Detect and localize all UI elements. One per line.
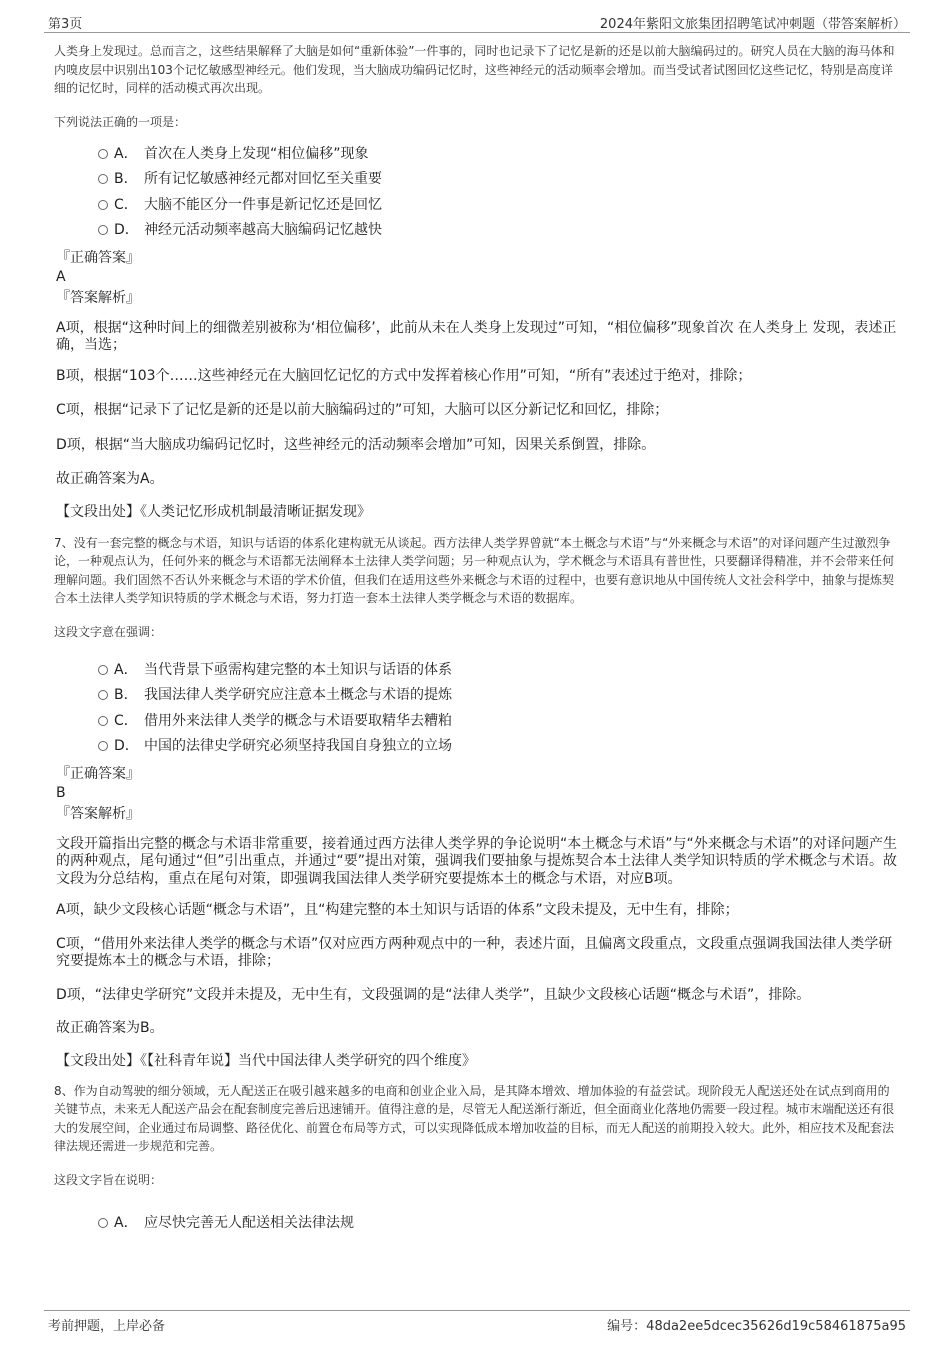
q6-options (54, 142, 900, 244)
page-content (54, 42, 900, 1304)
radio-icon[interactable] (98, 741, 108, 751)
footer-slogan: 考前押题，上岸必备 (48, 1319, 166, 1334)
page-number: 第3页 (48, 17, 83, 32)
q6-option-a[interactable]: A． 首次在人类身上发现“相位偏移”现象 (98, 142, 900, 168)
q7-option-c[interactable]: C． 借用外来法律人类学的概念与术语要取精华去糟粕 (98, 709, 900, 735)
q6-answer: A (56, 268, 66, 285)
q7-analysis-a: A项，缺少文段核心话题“概念与术语”，且“构建完整的本土知识与话语的体系”文段未提及，无中生有，排除； (56, 902, 739, 918)
q6-analysis-tag: 『答案解析』 (56, 289, 140, 306)
q6-answer-tag: 『正确答案』 (56, 249, 140, 266)
q7-option-d[interactable]: D． 中国的法律史学研究必须坚持我国自身独立的立场 (98, 734, 900, 760)
page-footer (44, 1310, 910, 1333)
radio-icon[interactable] (98, 225, 108, 235)
q6-analysis-b: B项，根据“103个……这些神经元在大脑回忆记忆的方式中发挥着核心作用”可知，“所有”表述过于绝对，排除； (56, 367, 752, 384)
q6-conclusion: 故正确答案为A。 (56, 471, 164, 487)
q7-conclusion: 故正确答案为B。 (56, 1020, 164, 1036)
q6-source: 【文段出处】《人类记忆形成机制最清晰证据发现》 (56, 503, 371, 520)
radio-icon[interactable] (98, 665, 108, 675)
page-header (44, 10, 910, 33)
radio-icon[interactable] (98, 149, 108, 159)
radio-icon[interactable] (98, 716, 108, 726)
q7-analysis-c: C项，“借用外来法律人类学的概念与术语”仅对应西方两种观点中的一种，表述片面，且偏离文段重点，文段重点强调我国法律人类学研究要提炼本土的概念与术语，排除； (56, 935, 893, 969)
q8-option-a[interactable]: A． 应尽快完善无人配送相关法律法规 (98, 1211, 900, 1237)
q7-passage: 7、没有一套完整的概念与术语，知识与话语的体系化建构就无从谈起。西方法律人类学界曾就“本土概念与术语”与“外来概念与术语”的对译问题产生过激烈争论，一种观点认为，任何外来的概念与术语都无法阐释本土法律人类学问题；另一种观点认为，学术概念与术语具有普世性，只要翻译得精准，并不会带来任何理解问题。我们固然不否认外来概念与术语的学术价值，但我们在适用这些外来概念与术语的过程中，也要有意识地从中国传统人文社会科学中，抽象与提炼契合本土法律人类学知识特质的学术概念与术语，努力打造一套本土法律人类学概念与术语的数据库。 (54, 535, 895, 605)
q7-analysis-main: 文段开篇指出完整的概念与术语非常重要，接着通过西方法律人类学界的争论说明“本土概念与术语”与“外来概念与术语”的对译问题产生的两种观点，尾句通过“但”引出重点，并通过“要”提出对策，强调我们要抽象与提炼契合本土法律人类学知识特质的学术概念与术语。故文段为分总结构，重点在尾句对策，即强调我国法律人类学研究要提炼本土的概念与术语，对应B项。 (56, 835, 898, 887)
intro-passage: 人类身上发现过。总而言之，这些结果解释了大脑是如何“重新体验”一件事的，同时也记录下了记忆是新的还是以前大脑编码过的。研究人员在大脑的海马体和内嗅皮层中识别出103个记忆敏感型神经元。他们发现，当大脑成功编码记忆时，这些神经元的活动频率会增加。而当受试者试图回忆这些记忆，特别是高度详细的记忆时，同样的活动模式再次出现。 (54, 44, 895, 95)
q7-option-a[interactable]: A． 当代背景下亟需构建完整的本土知识与话语的体系 (98, 658, 900, 684)
q8-options (54, 1211, 900, 1237)
radio-icon[interactable] (98, 174, 108, 184)
q6-analysis-a: A项，根据“这种时间上的细微差别被称为‘相位偏移’，此前从未在人类身上发现过”可知，“相位偏移”现象首次 在人类身上 发现，表述正确，当选； (56, 319, 897, 353)
radio-icon[interactable] (98, 200, 108, 210)
q7-option-b[interactable]: B． 我国法律人类学研究应注意本土概念与术语的提炼 (98, 683, 900, 709)
q8-passage: 8、作为自动驾驶的细分领域，无人配送正在吸引越来越多的电商和创业企业入局，是其降本增效、增加体验的有益尝试。现阶段无人配送还处在试点到商用的关键节点，未来无人配送产品会在配套制度完善后迅速铺开。值得注意的是，尽管无人配送渐行渐近，但全面商业化落地仍需要一段过程。城市末端配送还有很大的发展空间，企业通过布局调整、路径优化、前置仓布局等方式，可以实现降低成本增加收益的目标，而无人配送的前期投入较大。此外，相应技术及配套法律法规还需进一步规范和完善。 (54, 1083, 895, 1153)
radio-icon[interactable] (98, 1218, 108, 1228)
q6-option-c[interactable]: C． 大脑不能区分一件事是新记忆还是回忆 (98, 193, 900, 219)
q6-analysis-d: D项，根据“当大脑成功编码记忆时，这些神经元的活动频率会增加”可知，因果关系倒置，排除。 (56, 436, 656, 453)
q8-prompt: 这段文字旨在说明： (54, 1172, 163, 1187)
document-title: 2024年紫阳文旅集团招聘笔试冲刺题（带答案解析） (599, 17, 906, 32)
q7-answer: B (56, 784, 66, 801)
q7-source: 【文段出处】《【社科青年说】当代中国法律人类学研究的四个维度》 (56, 1052, 476, 1069)
q7-analysis-tag: 『答案解析』 (56, 805, 140, 822)
footer-serial: 编号：48da2ee5dcec35626d19c58461875a95 (607, 1319, 906, 1334)
q7-answer-tag: 『正确答案』 (56, 765, 140, 782)
q7-prompt: 这段文字意在强调： (54, 624, 163, 639)
q6-option-b[interactable]: B． 所有记忆敏感神经元都对回忆至关重要 (98, 167, 900, 193)
q6-prompt: 下列说法正确的一项是： (54, 114, 187, 129)
q6-analysis-c: C项，根据“记录下了记忆是新的还是以前大脑编码过的”可知，大脑可以区分新记忆和回忆，排除； (56, 402, 669, 418)
radio-icon[interactable] (98, 690, 108, 700)
q7-options (54, 658, 900, 760)
q6-option-d[interactable]: D． 神经元活动频率越高大脑编码记忆越快 (98, 218, 900, 244)
q7-analysis-d: D项，“法律史学研究”文段并未提及，无中生有，文段强调的是“法律人类学”，且缺少文段核心话题“概念与术语”，排除。 (56, 986, 811, 1003)
